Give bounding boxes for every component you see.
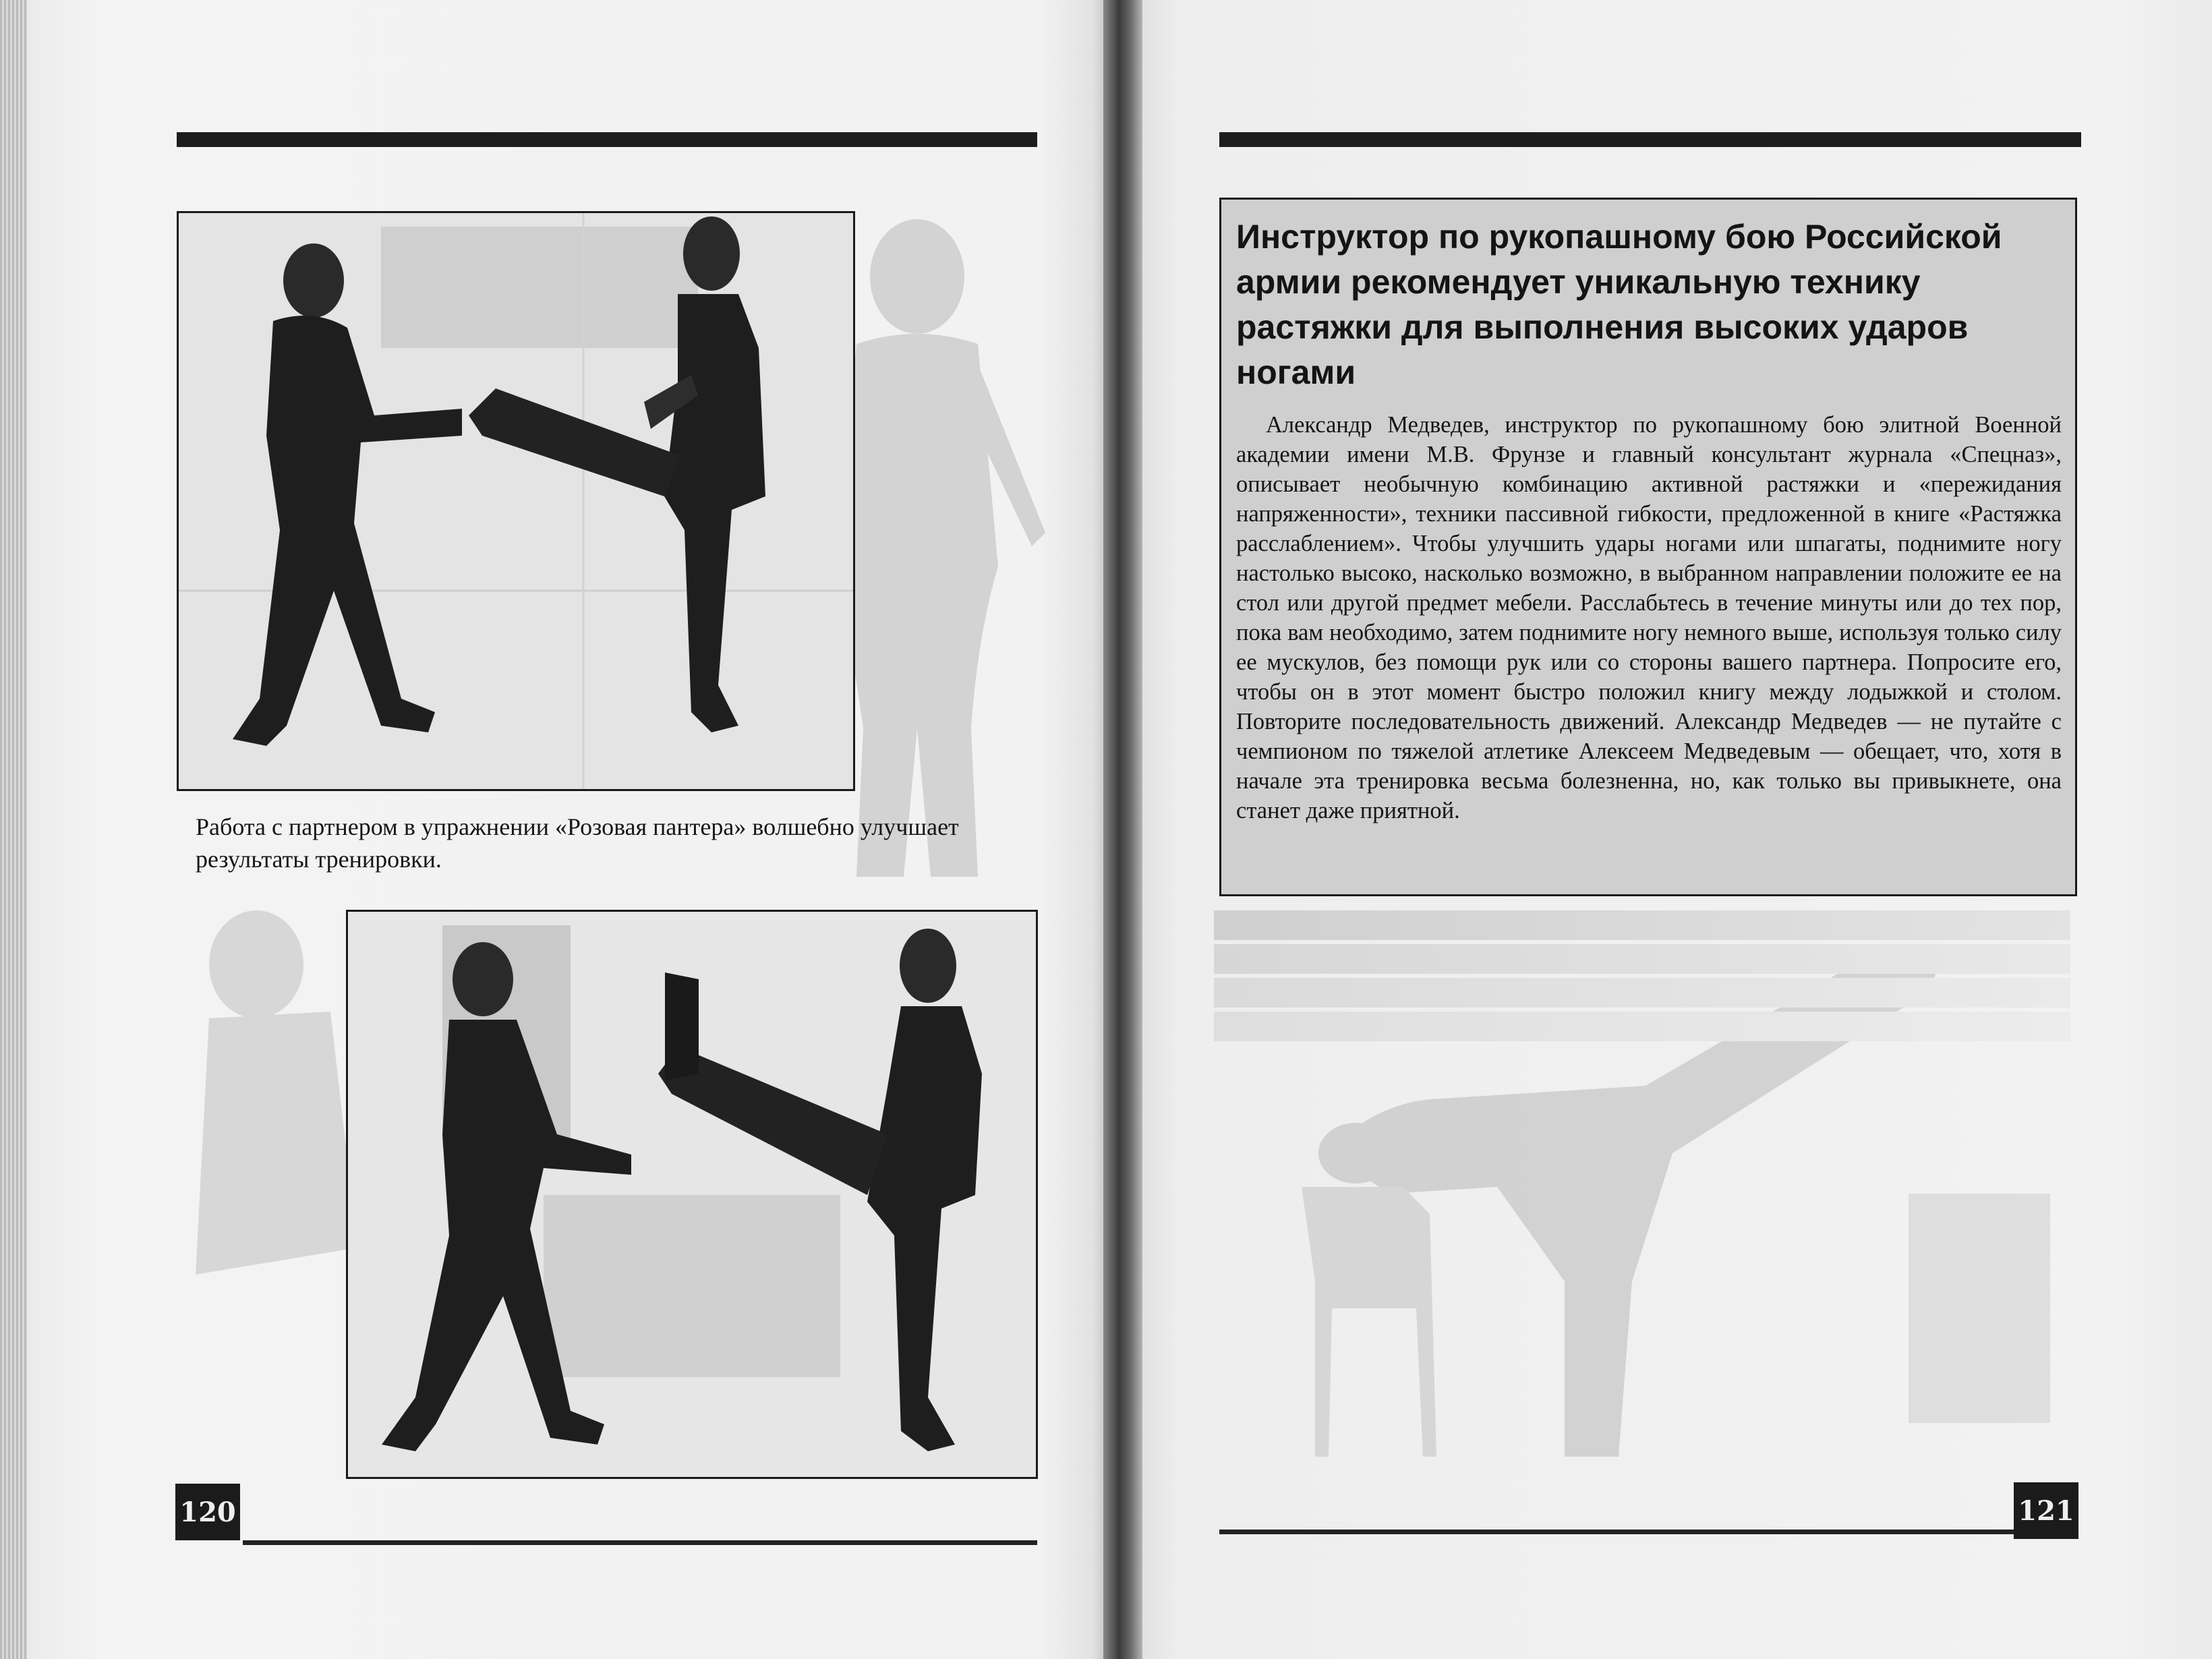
photo-caption: Работа с партнером в упражнении «Розовая пантера» волшебно улучшает результаты тренировки. [196,813,959,873]
faded-background-text [1214,910,2070,1045]
martial-arts-partner-kick-photo-icon [179,213,853,789]
article-headline: Инструктор по рукопашному бою Российской армии рекомендует уникальную технику растяжки для выполнения высоких ударов ногами [1236,218,2002,391]
page-number-right: 121 [2014,1482,2078,1539]
photo-top [177,211,855,791]
bottom-rule [243,1540,1037,1545]
bottom-rule [1219,1530,2014,1534]
top-rule [177,132,1037,147]
book-edge [0,0,27,1659]
article-box [1219,198,2077,896]
top-rule [1219,132,2081,147]
article-body: Александр Медведев, инструктор по рукопашному бою элитной Военной академии имени М.В. Фрунзе и главный консультант журнала «Спецназ», описывает необычную комбинацию активной растяжки и «пережидания напряженности», техники пассивной гибкости, предложенной в книге «Растяжка расслаблением». Чтобы улучшить удары ногами или шпагаты, поднимите ногу настолько высоко, насколько возможно, в выбранном направлении положите ее на стол или другой предмет мебели. Расслабьтесь в течение минуты или до тех пор, пока вам необходимо, затем поднимите ногу немного выше, используя только силу ее мускулов, без помощи рук или со стороны вашего партнера. Попросите его, чтобы он в этот момент быстро положил книгу между лодыжкой и столом. Повторите последовательность движений. Александр Медведев — не путайте с чемпионом по тяжелой атлетике Алексеем Медведевым — обещает, что, хотя в начале эта тренировка весьма болезненна, но, как только вы привыкнете, она станет даже приятной. [1236,412,2062,823]
martial-arts-high-kick-photo-icon [348,912,1036,1477]
photo-bottom [346,910,1038,1479]
book-gutter [1103,0,1142,1659]
page-number-left: 120 [175,1484,240,1540]
